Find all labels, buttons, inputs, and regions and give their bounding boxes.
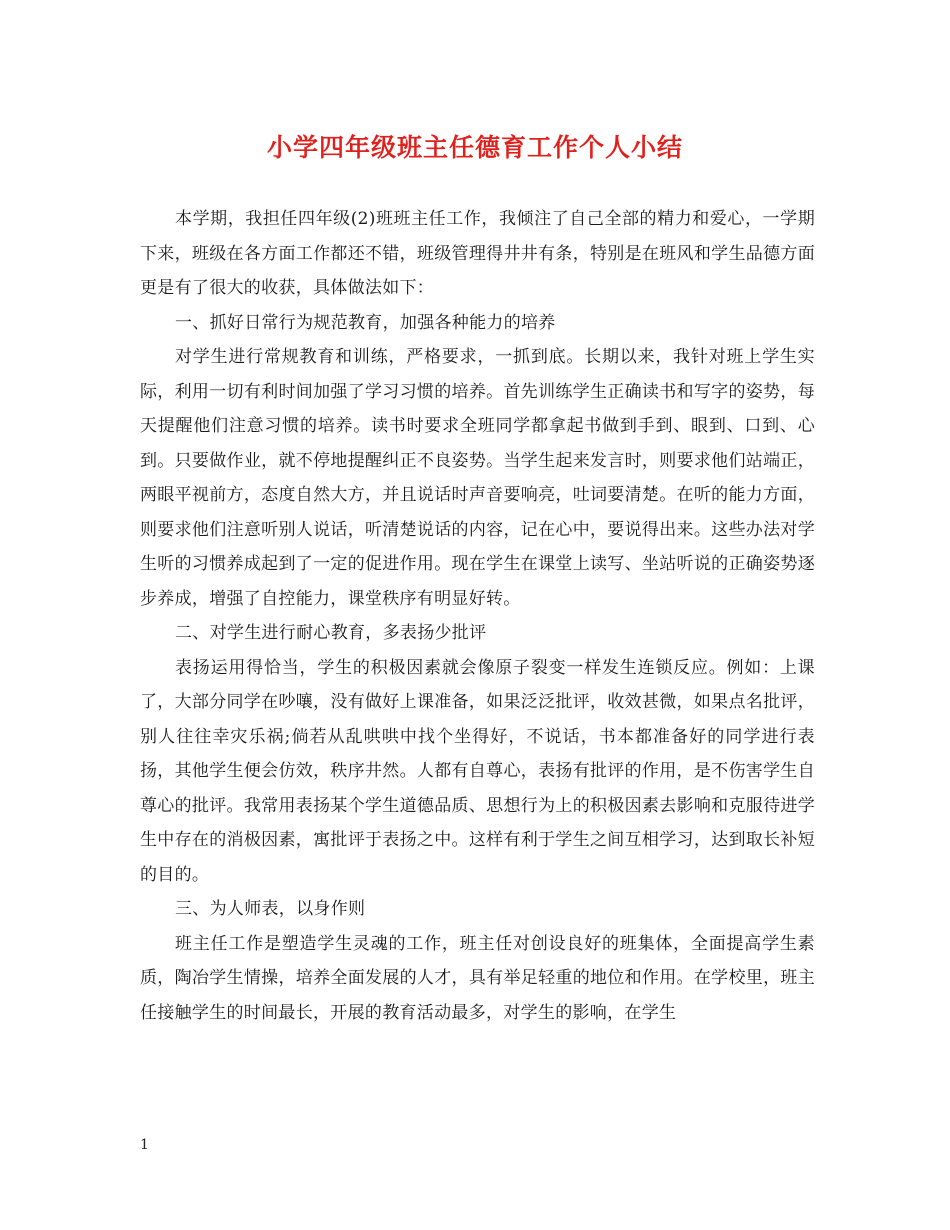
page-number: 1 bbox=[140, 1137, 149, 1153]
section-heading-2: 二、对学生进行耐心教育，多表扬少批评 bbox=[175, 623, 487, 643]
document-body bbox=[140, 202, 815, 1030]
section-paragraph-1: 对学生进行常规教育和训练，严格要求，一抓到底。长期以来，我针对班上学生实际，利用一切有利时间加强了学习习惯的培养。首先训练学生正确读书和写字的姿势，每天提醒他们注意习惯的培养。读书时要求全班同学都拿起书做到手到、眼到、口到、心到。只要做作业，就不停地提醒纠正不良姿势。当学生起来发言时，则要求他们站端正，两眼平视前方，态度自然大方，并且说话时声音要响亮，吐词要清楚。在听的能力方面，则要求他们注意听别人说话，听清楚说话的内容，记在心中，要说得出来。这些办法对学生听的习惯养成起到了一定的促进作用。现在学生在课堂上读写、坐站听说的正确姿势逐步养成，增强了自控能力，课堂秩序有明显好转。 bbox=[140, 347, 815, 609]
document-title: 小学四年级班主任德育工作个人小结 bbox=[266, 133, 683, 162]
section-paragraph-3: 班主任工作是塑造学生灵魂的工作，班主任对创设良好的班集体，全面提高学生素质，陶冶学生情操，培养全面发展的人才，具有举足轻重的地位和作用。在学校里，班主任接触学生的时间最长，开展的教育活动最多，对学生的影响，在学生 bbox=[140, 933, 815, 1023]
section-heading-3: 三、为人师表，以身作则 bbox=[175, 899, 366, 919]
intro-paragraph: 本学期，我担任四年级(2)班班主任工作，我倾注了自己全部的精力和爱心，一学期下来，班级在各方面工作都还不错，班级管理得井井有条，特别是在班风和学生品德方面更是有了很大的收获，具体做法如下： bbox=[140, 209, 815, 298]
section-heading-1: 一、抓好日常行为规范教育，加强各种能力的培养 bbox=[175, 312, 556, 333]
section-paragraph-2: 表扬运用得恰当，学生的积极因素就会像原子裂变一样发生连锁反应。例如：上课了，大部分同学在吵嚷，没有做好上课准备，如果泛泛批评，收效甚微，如果点名批评，别人往往幸灾乐祸;倘若从乱哄哄中找个坐得好，不说话，书本都准备好的同学进行表扬，其他学生便会仿效，秩序井然。人都有自尊心，表扬有批评的作用，是不伤害学生自尊心的批评。我常用表扬某个学生道德品质、思想行为上的积极因素去影响和克服待进学生中存在的消极因素，寓批评于表扬之中。这样有利于学生之间互相学习，达到取长补短的目的。 bbox=[140, 657, 815, 885]
